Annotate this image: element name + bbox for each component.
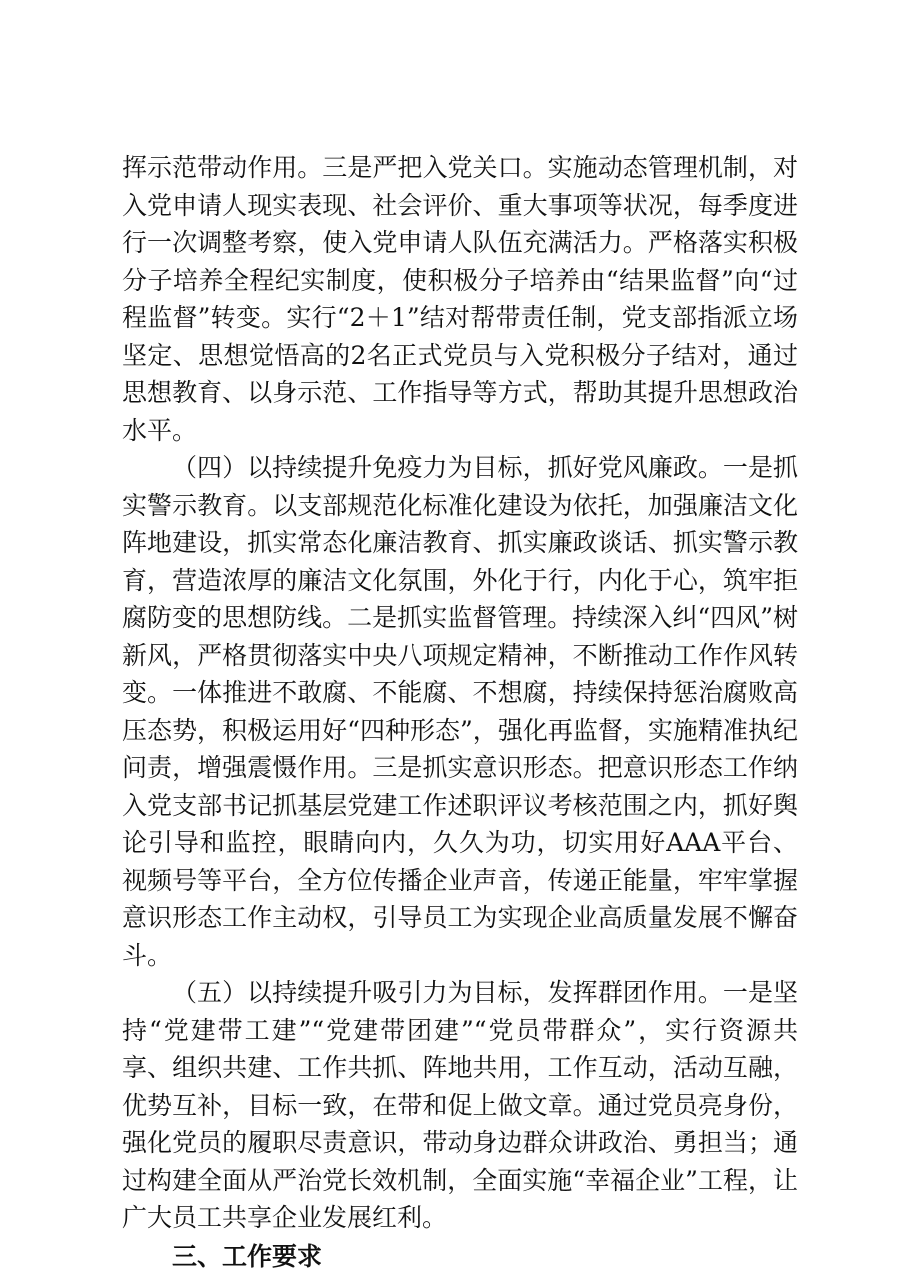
- section-heading: 三、工作要求: [172, 1241, 323, 1271]
- paragraph-section-five: （五）以持续提升吸引力为目标，发挥群团作用。一是坚持“党建带工建”“党建带团建”“党员带群众”，实行资源共享、组织共建、工作共抓、阵地共用，工作互动，活动互融，优势互补，目标一致，在带和促上做文章。通过党员亮身份，强化党员的履职尽责意识，带动身边群众讲政治、勇担当；通过构建全面从严治党长效机制，全面实施“幸福企业”工程，让广大员工共享企业发展红利。: [122, 978, 798, 1232]
- paragraph-continued: 挥示范带动作用。三是严把入党关口。实施动态管理机制，对入党申请人现实表现、社会评价、重大事项等状况，每季度进行一次调整考察，使入党申请人队伍充满活力。严格落实积极分子培养全程纪实制度，使积极分子培养由“结果监督”向“过程监督”转变。实行“2＋1”结对帮带责任制，党支部指派立场坚定、思想觉悟高的2名正式党员与入党积极分子结对，通过思想教育、以身示范、工作指导等方式，帮助其提升思想政治水平。: [122, 153, 798, 445]
- paragraph-section-four: （四）以持续提升免疫力为目标，抓好党风廉政。一是抓实警示教育。以支部规范化标准化建设为依托，加强廉洁文化阵地建设，抓实常态化廉洁教育、抓实廉政谈话、抓实警示教育，营造浓厚的廉洁文化氛围，外化于行，内化于心，筑牢拒腐防变的思想防线。二是抓实监督管理。持续深入纠“四风”树新风，严格贯彻落实中央八项规定精神，不断推动工作作风转变。一体推进不敢腐、不能腐、不想腐，持续保持惩治腐败高压态势，积极运用好“四种形态”，强化再监督，实施精准执纪问责，增强震慑作用。三是抓实意识形态。把意识形态工作纳入党支部书记抓基层党建工作述职评议考核范围之内，抓好舆论引导和监控，眼睛向内，久久为功，切实用好AAA平台、视频号等平台，全方位传播企业声音，传递正能量，牢牢掌握意识形态工作主动权，引导员工为实现企业高质量发展不懈奋斗。: [122, 453, 798, 970]
- document-body: [122, 149, 798, 1277]
